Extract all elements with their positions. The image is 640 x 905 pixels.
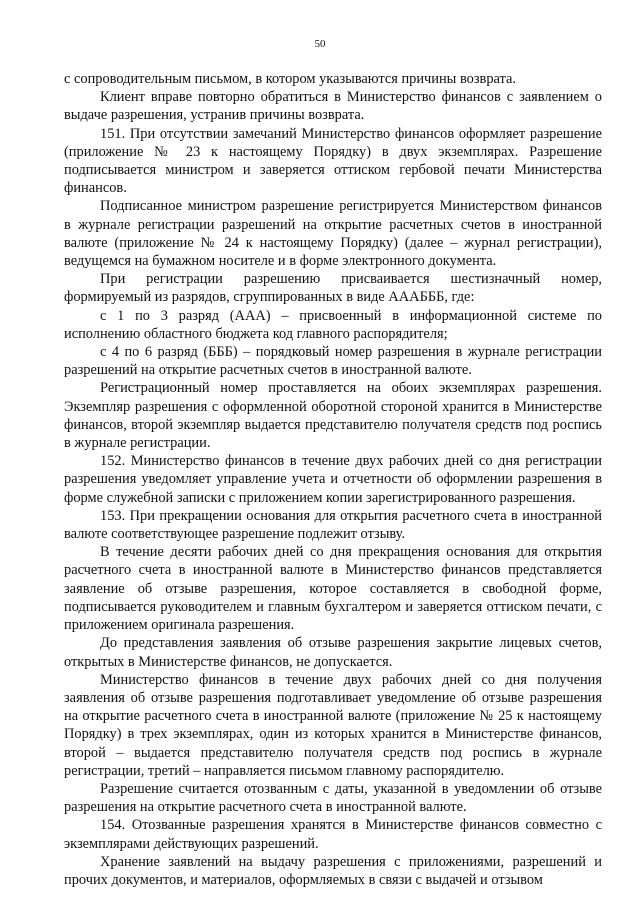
paragraph: При регистрации разрешению присваивается шестизначный номер, формируемый из разрядов, сгруппированных в виде АААБББ, где:	[64, 271, 602, 306]
paragraph: с сопроводительным письмом, в котором указываются причины возврата.	[64, 71, 516, 87]
paragraph: с 4 по 6 разряд (БББ) – порядковый номер разрешения в журнале регистрации разрешений на открытие расчетных счетов в иностранной валюте.	[64, 344, 602, 379]
paragraph: Хранение заявлений на выдачу разрешения с приложениями, разрешений и прочих документов, и материалов, оформляемых в связи с выдачей и отзывом	[64, 853, 602, 888]
paragraph: 153. При прекращении основания для открытия расчетного счета в иностранной валюте соответствующее разрешение подлежит отзыву.	[64, 507, 602, 543]
paragraph: Министерство финансов в течение двух рабочих дней со дня получения заявления об отзыве разрешения подготавливает уведомление об отзыве разрешения на открытие расчетного счета в иностранной валюте (приложение № 25 к настоящему Порядку) в трех экземплярах, один из которых хранится в Министерстве финансов, второй – выдается представителю получателя средств под роспись в журнале регистрации, третий – направляется письмом главному распорядителю.	[64, 671, 602, 779]
paragraph: 151. При отсутствии замечаний Министерство финансов оформляет разрешение (приложение № 23 к настоящему Порядку) в двух экземплярах. Разрешение подписывается министром и заверяется оттиском гербовой печати Министерства финансов.	[64, 125, 602, 197]
paragraph: До представления заявления об отзыве разрешения закрытие лицевых счетов, открытых в Министерстве финансов, не допускается.	[64, 635, 602, 670]
paragraph: 152. Министерство финансов в течение двух рабочих дней со дня регистрации разрешения уведомляет управление учета и отчетности об оформлении разрешения в форме служебной записки с приложением копии зарегистрированного разрешения.	[64, 453, 602, 506]
document-body	[64, 70, 602, 889]
paragraph: В течение десяти рабочих дней со дня прекращения основания для открытия расчетного счета в иностранной валюте в Министерство финансов представляется заявление об отзыве разрешения, которое составляется в свободной форме, подписывается руководителем и главным бухгалтером и заверяется оттиском печати, с приложением оригинала разрешения.	[64, 544, 602, 634]
paragraph: Регистрационный номер проставляется на обоих экземплярах разрешения. Экземпляр разрешения с оформленной оборотной стороной хранится в Министерстве финансов, второй экземпляр выдается представителю получателя средств под роспись в журнале регистрации.	[64, 380, 602, 452]
paragraph: Разрешение считается отозванным с даты, указанной в уведомлении об отзыве разрешения на открытие расчетного счета в иностранной валюте.	[64, 780, 602, 816]
paragraph: Подписанное министром разрешение регистрируется Министерством финансов в журнале регистрации разрешений на открытие расчетных счетов в иностранной валюте (приложение № 24 к настоящему Порядку) (далее – журнал регистрации), ведущемся на бумажном носителе и в форме электронного документа.	[64, 198, 602, 270]
paragraph: 154. Отозванные разрешения хранятся в Министерстве финансов совместно с экземплярами действующих разрешений.	[64, 817, 602, 852]
page-number: 50	[314, 38, 326, 50]
paragraph: с 1 по 3 разряд (ААА) – присвоенный в информационной системе по исполнению областного бюджета код главного распорядителя;	[64, 307, 602, 342]
paragraph: Клиент вправе повторно обратиться в Министерство финансов с заявлением о выдаче разрешения, устранив причины возврата.	[64, 89, 602, 124]
